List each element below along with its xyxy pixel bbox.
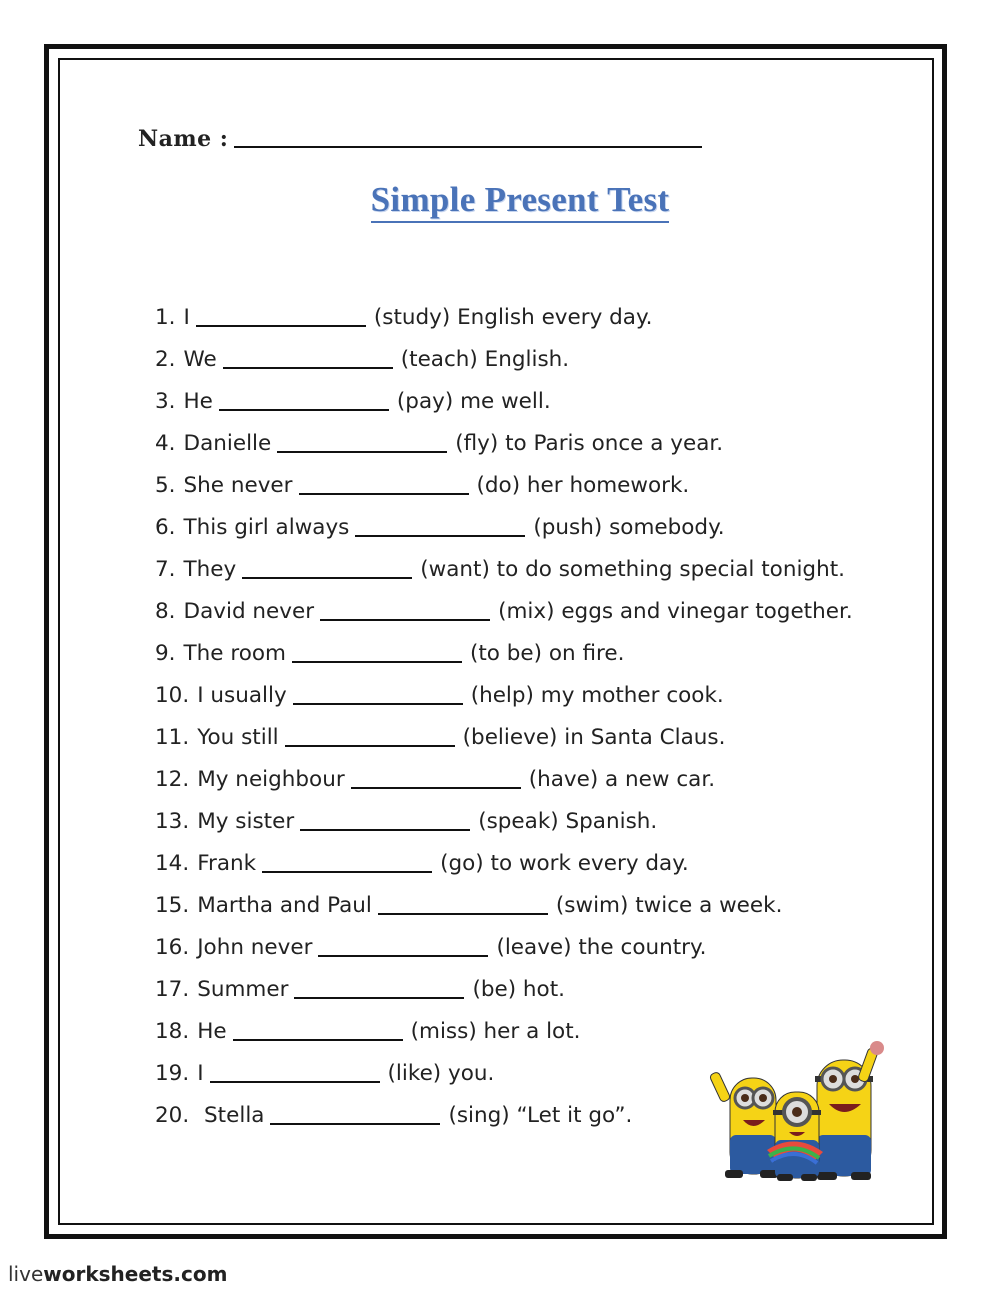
exercise-subject: They xyxy=(183,556,237,582)
exercise-number: 11. xyxy=(155,724,190,750)
exercise-prompt: (speak) Spanish. xyxy=(478,808,658,834)
answer-blank[interactable] xyxy=(210,1059,380,1083)
exercise-number: 4. xyxy=(155,430,176,456)
exercise-subject: John never xyxy=(197,934,313,960)
exercise-prompt: (leave) the country. xyxy=(496,934,707,960)
exercise-number: 20. xyxy=(155,1102,190,1128)
exercise-prompt: (like) you. xyxy=(387,1060,495,1086)
exercise-subject: Frank xyxy=(197,850,257,876)
page-title xyxy=(0,180,1000,220)
exercise-item xyxy=(155,884,853,926)
exercise-subject: I xyxy=(183,304,190,330)
exercise-number: 8. xyxy=(155,598,176,624)
exercise-prompt: (have) a new car. xyxy=(528,766,716,792)
exercise-subject: Danielle xyxy=(183,430,272,456)
exercise-prompt: (go) to work every day. xyxy=(440,850,689,876)
exercise-prompt: (study) English every day. xyxy=(373,304,653,330)
exercise-item xyxy=(155,968,853,1010)
exercise-prompt: (help) my mother cook. xyxy=(470,682,724,708)
answer-blank[interactable] xyxy=(351,765,521,789)
exercise-number: 2. xyxy=(155,346,176,372)
answer-blank[interactable] xyxy=(242,555,412,579)
answer-blank[interactable] xyxy=(223,345,393,369)
exercise-subject: Martha and Paul xyxy=(197,892,372,918)
answer-blank[interactable] xyxy=(378,891,548,915)
exercise-prompt: (do) her homework. xyxy=(476,472,690,498)
answer-blank[interactable] xyxy=(355,513,525,537)
answer-blank[interactable] xyxy=(270,1101,440,1125)
exercise-item xyxy=(155,464,853,506)
exercise-item xyxy=(155,926,853,968)
exercise-item xyxy=(155,590,853,632)
exercise-number: 13. xyxy=(155,808,190,834)
exercise-subject: Stella xyxy=(197,1102,265,1128)
footer-prefix: live xyxy=(8,1262,44,1286)
exercise-subject: My sister xyxy=(197,808,295,834)
exercise-subject: Summer xyxy=(197,976,289,1002)
footer-brand[interactable] xyxy=(8,1262,227,1286)
exercise-number: 5. xyxy=(155,472,176,498)
minion-left xyxy=(709,1071,778,1178)
exercise-prompt: (pay) me well. xyxy=(396,388,551,414)
exercise-prompt: (push) somebody. xyxy=(533,514,725,540)
exercise-item xyxy=(155,800,853,842)
exercise-number: 1. xyxy=(155,304,176,330)
name-label: Name : xyxy=(138,126,229,152)
exercise-number: 7. xyxy=(155,556,176,582)
answer-blank[interactable] xyxy=(277,429,447,453)
exercise-number: 3. xyxy=(155,388,176,414)
answer-blank[interactable] xyxy=(300,807,470,831)
exercise-number: 18. xyxy=(155,1018,190,1044)
exercise-item xyxy=(155,506,853,548)
minions-image xyxy=(705,1040,910,1190)
answer-blank[interactable] xyxy=(294,975,464,999)
exercise-number: 6. xyxy=(155,514,176,540)
exercise-number: 15. xyxy=(155,892,190,918)
exercise-item xyxy=(155,632,853,674)
exercise-subject: This girl always xyxy=(183,514,350,540)
exercise-subject: She never xyxy=(183,472,293,498)
exercise-prompt: (believe) in Santa Claus. xyxy=(462,724,726,750)
answer-blank[interactable] xyxy=(318,933,488,957)
exercise-number: 10. xyxy=(155,682,190,708)
exercise-item xyxy=(155,338,853,380)
exercise-item xyxy=(155,380,853,422)
answer-blank[interactable] xyxy=(262,849,432,873)
answer-blank[interactable] xyxy=(320,597,490,621)
exercise-item xyxy=(155,842,853,884)
name-input-line[interactable] xyxy=(234,145,702,148)
name-row xyxy=(138,120,702,152)
exercise-subject: He xyxy=(197,1018,227,1044)
answer-blank[interactable] xyxy=(285,723,455,747)
exercise-number: 16. xyxy=(155,934,190,960)
exercise-item xyxy=(155,296,853,338)
exercise-number: 17. xyxy=(155,976,190,1002)
exercise-prompt: (mix) eggs and vinegar together. xyxy=(498,598,853,624)
exercise-number: 9. xyxy=(155,640,176,666)
exercise-prompt: (fly) to Paris once a year. xyxy=(455,430,724,456)
exercise-subject: My neighbour xyxy=(197,766,345,792)
answer-blank[interactable] xyxy=(299,471,469,495)
exercise-subject: David never xyxy=(183,598,315,624)
exercise-item xyxy=(155,422,853,464)
exercise-number: 12. xyxy=(155,766,190,792)
exercise-subject: He xyxy=(183,388,213,414)
exercise-subject: The room xyxy=(183,640,286,666)
exercise-prompt: (swim) twice a week. xyxy=(555,892,783,918)
exercise-number: 19. xyxy=(155,1060,190,1086)
exercise-item xyxy=(155,548,853,590)
answer-blank[interactable] xyxy=(219,387,389,411)
answer-blank[interactable] xyxy=(196,303,366,327)
page-title-text: Simple Present Test xyxy=(371,180,670,223)
exercise-prompt: (sing) “Let it go”. xyxy=(448,1102,633,1128)
exercise-item xyxy=(155,758,853,800)
exercise-prompt: (want) to do something special tonight. xyxy=(420,556,845,582)
exercise-subject: We xyxy=(183,346,217,372)
minion-right xyxy=(815,1041,884,1180)
footer-suffix: .com xyxy=(173,1262,228,1286)
exercise-prompt: (miss) her a lot. xyxy=(410,1018,581,1044)
exercise-prompt: (teach) English. xyxy=(400,346,570,372)
exercise-prompt: (to be) on fire. xyxy=(469,640,625,666)
exercise-subject: I usually xyxy=(197,682,287,708)
exercise-item xyxy=(155,716,853,758)
exercise-prompt: (be) hot. xyxy=(472,976,565,1002)
footer-brand-name: worksheets xyxy=(43,1262,174,1286)
exercise-subject: I xyxy=(197,1060,204,1086)
exercise-list xyxy=(155,296,853,1136)
exercise-item xyxy=(155,674,853,716)
exercise-number: 14. xyxy=(155,850,190,876)
answer-blank[interactable] xyxy=(292,639,462,663)
exercise-subject: You still xyxy=(197,724,279,750)
answer-blank[interactable] xyxy=(293,681,463,705)
answer-blank[interactable] xyxy=(233,1017,403,1041)
